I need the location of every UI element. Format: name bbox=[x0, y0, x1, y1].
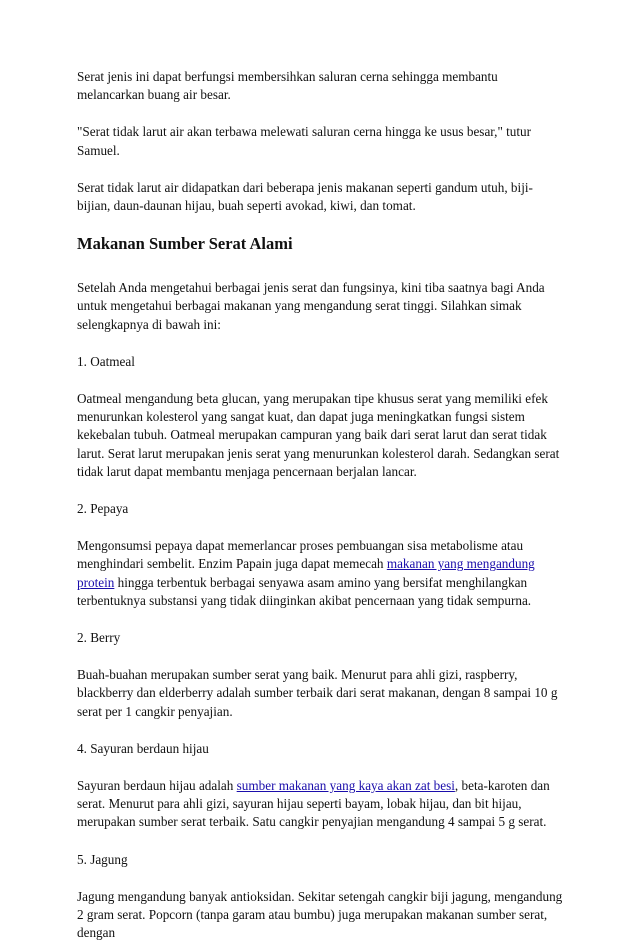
link-iron-foods[interactable]: sumber makanan yang kaya akan zat besi bbox=[236, 778, 455, 794]
link-protein-foods[interactable]: makanan yang mengandung protein bbox=[77, 556, 535, 590]
item-text-berry: Buah-buahan merupakan sumber serat yang baik. Menurut para ahli gizi, raspberry, blackberry dan elderberry adalah sumber terbaik dari serat makanan, dengan 8 sampai 10 g serat per 1 cangkir penyajian. bbox=[77, 667, 558, 719]
item-title-pepaya: 2. Pepaya bbox=[77, 501, 129, 517]
paragraph-fiber-function: Serat jenis ini dapat berfungsi membersihkan saluran cerna sehingga membantu melancarkan buang air besar. bbox=[77, 69, 498, 103]
item-text-pepaya-before: Mengonsumsi pepaya dapat memerlancar proses pembuangan sisa metabolisme atau menghindari sembelit. Enzim Papain juga dapat memecah bbox=[77, 538, 524, 572]
paragraph-quote-samuel: "Serat tidak larut air akan terbawa melewati saluran cerna hingga ke usus besar," tutur Samuel. bbox=[77, 124, 532, 158]
paragraph-insoluble-sources: Serat tidak larut air didapatkan dari beberapa jenis makanan seperti gandum utuh, biji-bijian, daun-daunan hijau, buah seperti avokad, kiwi, dan tomat. bbox=[77, 179, 533, 214]
item-text-greens-after: , beta-karoten dan serat. Menurut para ahli gizi, sayuran hijau seperti bayam, lobak hijau, dan bit hijau, merupakan sumber serat terbaik. Satu cangkir penyajian mengandung 4 sampai 5 g serat. bbox=[77, 778, 550, 830]
item-text-greens bbox=[77, 777, 566, 832]
item-title-berry: 2. Berry bbox=[77, 630, 121, 646]
item-text-pepaya-after: hingga terbentuk berbagai senyawa asam amino yang bersifat menghilangkan terbentuknya substansi yang tidak diinginkan akibat pencernaan yang tidak sempurna. bbox=[77, 574, 532, 608]
item-text-greens-before: Sayuran berdaun hijau adalah bbox=[77, 778, 237, 794]
item-text-jagung: Jagung mengandung banyak antioksidan. Sekitar setengah cangkir biji jagung, mengandung 2 gram serat. Popcorn (tanpa garam atau bumbu) juga merupakan makanan sumber serat, dengan bbox=[77, 888, 563, 941]
item-title-oatmeal: 1. Oatmeal bbox=[77, 353, 135, 369]
paragraph-intro: Setelah Anda mengetahui berbagai jenis serat dan fungsinya, kini tiba saatnya bagi Anda untuk mengetahui berbagai makanan yang mengandung serat tinggi. Silahkan simak selengkapnya di bawah ini: bbox=[77, 280, 545, 332]
item-text-oatmeal: Oatmeal mengandung beta glucan, yang merupakan tipe khusus serat yang memiliki efek menurunkan kolesterol yang sangat kuat, dan dapat juga meningkatkan fungsi sistem kekebalan tubuh. Oatmeal merupakan campuran yang baik dari serat larut dan serat tidak larut. Serat larut merupakan jenis serat yang menurunkan kolesterol darah. Sedangkan serat tidak larut dapat membantu menjaga pencernaan berjalan lancar. bbox=[77, 391, 560, 479]
item-title-greens: 4. Sayuran berdaun hijau bbox=[77, 740, 209, 756]
section-heading: Makanan Sumber Serat Alami bbox=[77, 234, 293, 254]
item-title-jagung: 5. Jagung bbox=[77, 851, 128, 867]
item-text-pepaya bbox=[77, 537, 566, 610]
